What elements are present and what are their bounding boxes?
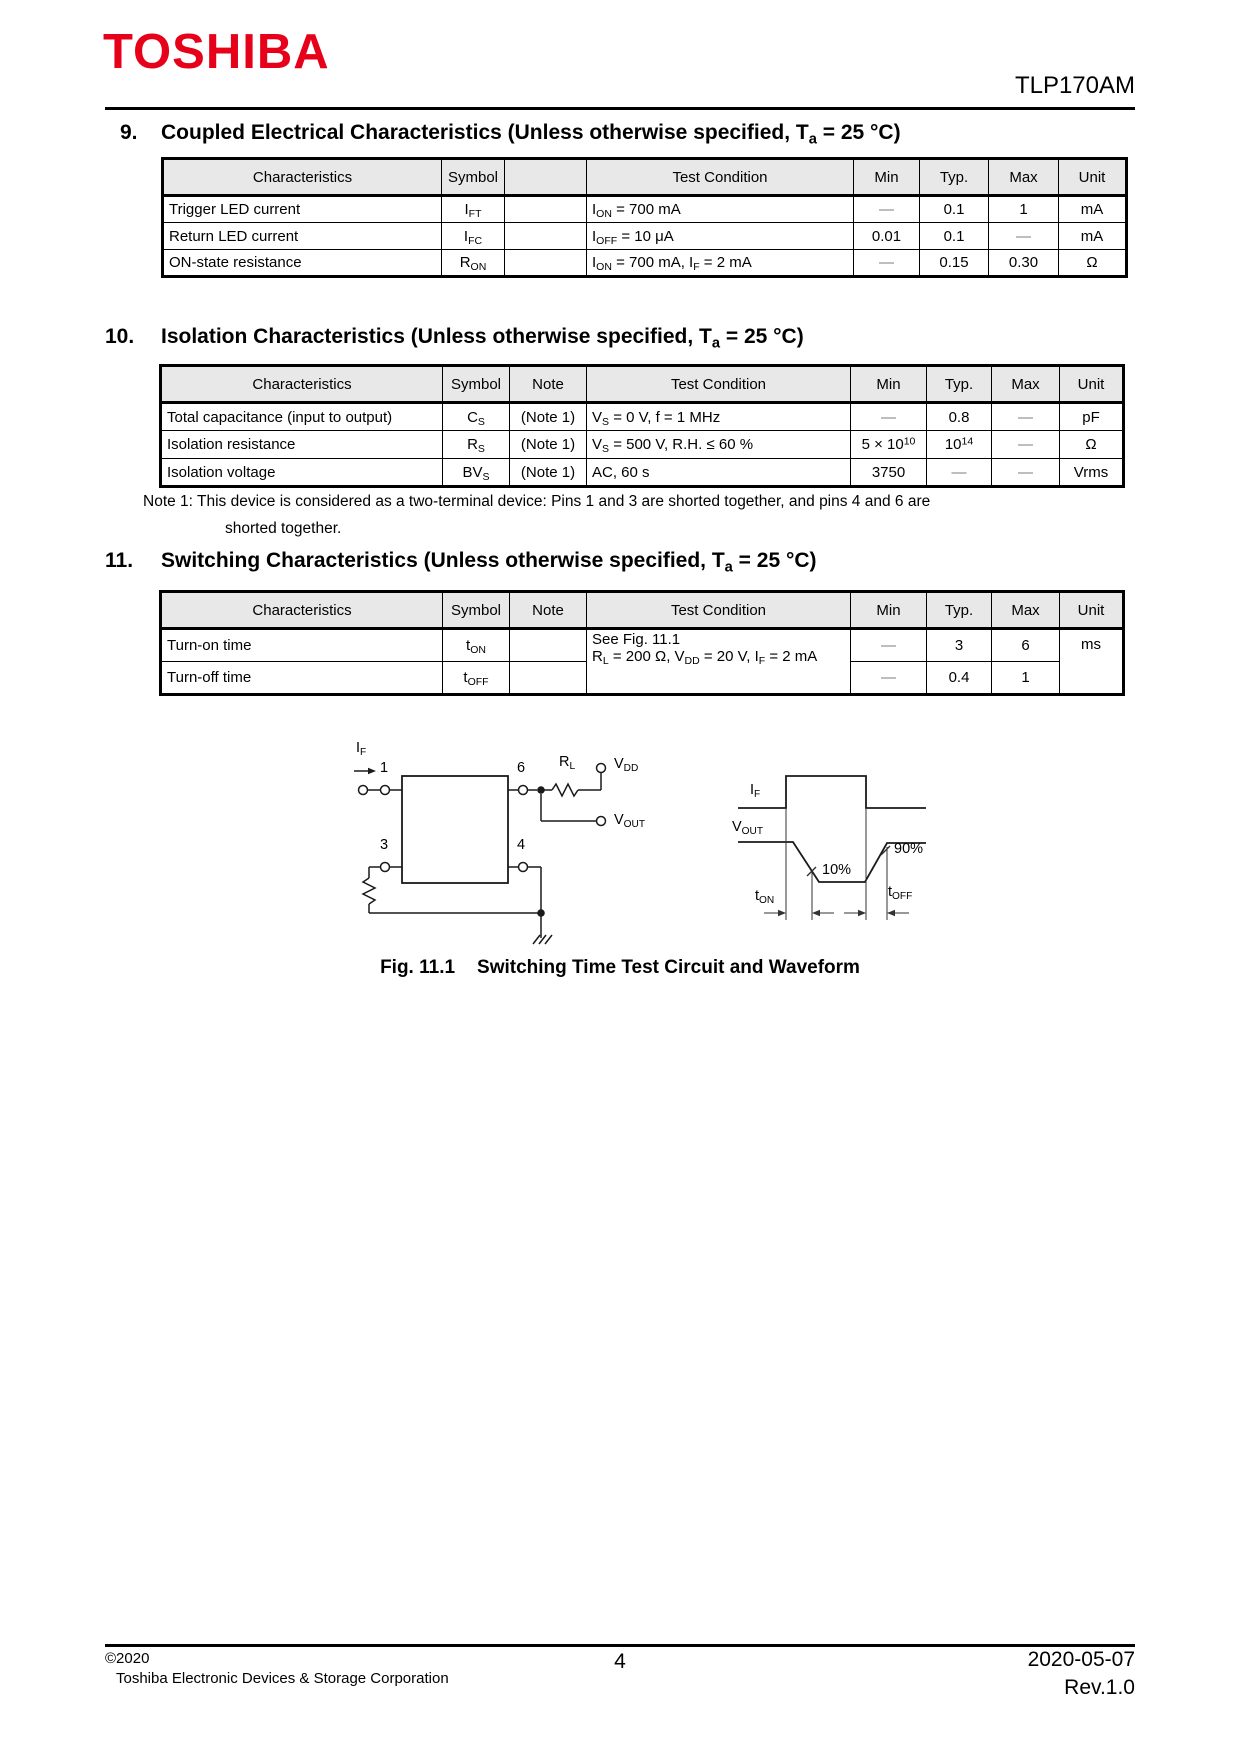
column-header: Unit [1060,366,1124,403]
table-cell [587,629,851,695]
vdd-label: $V_{DD}$ [614,756,639,775]
table-cell: Vrms [1060,459,1124,487]
section-10-heading [105,325,804,352]
table-cell: $I_{OFF} = 10$ μA [587,223,854,250]
table-cell: $I_{FT}$ [442,196,505,223]
test-condition-line: See Fig. 11.1 [592,631,681,648]
table-cell: $V_S = 0$ V, f = 1 MHz [587,403,851,431]
table-cell: 1 [992,662,1060,695]
table-cell: Turn-off time [161,662,443,695]
table-cell: 0.4 [927,662,992,695]
revision: Rev.1.0 [1064,1676,1135,1699]
table-cell: $I_{ON} = 700$ mA [587,196,854,223]
table-cell: $V_S = 500$ V, R.H. ≤ 60 % [587,431,851,459]
table-cell [505,250,587,277]
table-cell: ms [1060,629,1124,695]
section-11-heading [105,549,817,576]
table-row [161,403,1124,431]
waveform-vout-label: $V_{OUT}$ [732,819,764,838]
note-1-line-2: shorted together. [225,520,342,537]
pin-3-label: 3 [380,837,389,853]
vout-label: $V_{OUT}$ [614,812,646,831]
switching-characteristics-table [159,590,1125,696]
table-cell: Return LED current [163,223,442,250]
table-row [163,196,1127,223]
table-cell: $R_{ON}$ [442,250,505,277]
column-header: Unit [1059,159,1127,196]
table-cell: — [992,403,1060,431]
table-cell [505,196,587,223]
column-header: Characteristics [161,366,443,403]
section-title: Coupled Electrical Characteristics (Unless otherwise specified, $T_a = 25$ °C) [161,121,901,148]
document-date: 2020-05-07 [1027,1648,1135,1671]
table-cell: (Note 1) [510,459,587,487]
table-cell: Isolation voltage [161,459,443,487]
isolation-characteristics-table [159,364,1125,488]
table-cell: — [851,403,927,431]
table-cell: Ω [1059,250,1127,277]
footer-rule [105,1644,1135,1647]
table-cell: 6 [992,629,1060,662]
column-header: Characteristics [161,592,443,629]
table-cell: Ω [1060,431,1124,459]
table-cell [505,223,587,250]
table-cell: Trigger LED current [163,196,442,223]
table-cell: 0.8 [927,403,992,431]
table-cell: $t_{OFF}$ [443,662,510,695]
copyright: ©2020 [105,1650,150,1667]
column-header: Symbol [443,366,510,403]
figure-caption-label: Fig. 11.1 [380,957,456,978]
table-row [161,431,1124,459]
table-cell: 1 [989,196,1059,223]
if-current-label: $I_F$ [356,740,367,759]
table-cell: — [927,459,992,487]
table-cell: $5 \times 10^{10}$ [851,431,927,459]
table-row [161,459,1124,487]
ninety-percent-label: 90% [894,841,924,857]
column-header: Typ. [927,592,992,629]
table-cell: mA [1059,196,1127,223]
section-number: 10. [105,325,135,348]
table-row [163,223,1127,250]
table-header-row [161,366,1124,403]
column-header: Test Condition [587,592,851,629]
table-cell: AC, 60 s [587,459,851,487]
table-cell: $R_S$ [443,431,510,459]
table-cell: — [851,629,927,662]
table-row [163,250,1127,277]
table-cell: ON-state resistance [163,250,442,277]
table-cell: — [992,459,1060,487]
table-cell: pF [1060,403,1124,431]
toff-label: $t_{OFF}$ [888,884,913,903]
pin-1-label: 1 [380,760,389,776]
section-title: Switching Characteristics (Unless otherwise specified, $T_a = 25$ °C) [161,549,817,576]
waveform-if-label: $I_F$ [750,782,761,801]
table-cell: 0.15 [920,250,989,277]
part-number: TLP170AM [1014,72,1135,99]
page-number: 4 [614,1650,626,1673]
table-cell: 0.01 [854,223,920,250]
table-cell [510,629,587,662]
column-header: Test Condition [587,366,851,403]
column-header: Min [851,592,927,629]
table-cell: (Note 1) [510,431,587,459]
table-cell: $I_{ON} = 700$ mA, $I_F = 2$ mA [587,250,854,277]
column-header: Max [992,592,1060,629]
table-cell: 3750 [851,459,927,487]
table-cell: Total capacitance (input to output) [161,403,443,431]
table-header-row [161,592,1124,629]
table-cell: — [854,196,920,223]
section-number: 9. [120,121,138,144]
column-header: Test Condition [587,159,854,196]
column-header: Min [851,366,927,403]
column-header [505,159,587,196]
table-header-row [163,159,1127,196]
column-header: Max [989,159,1059,196]
column-header: Note [510,592,587,629]
table-cell: $10^{14}$ [927,431,992,459]
table-cell: Isolation resistance [161,431,443,459]
table-cell: — [854,250,920,277]
note-1-line-1: Note 1: This device is considered as a two-terminal device: Pins 1 and 3 are shorted together, and pins 4 and 6 are [143,493,931,510]
table-cell: 0.30 [989,250,1059,277]
column-header: Typ. [927,366,992,403]
ten-percent-label: 10% [822,862,852,878]
column-header: Min [854,159,920,196]
section-number: 11. [105,549,134,572]
section-title: Isolation Characteristics (Unless otherwise specified, $T_a = 25$ °C) [161,325,804,352]
table-row [161,629,1124,662]
table-cell: — [851,662,927,695]
section-9-heading [105,121,901,148]
pin-4-label: 4 [517,837,526,853]
company-name: Toshiba Electronic Devices & Storage Corporation [116,1670,449,1687]
table-cell: — [992,431,1060,459]
column-header: Symbol [442,159,505,196]
rl-resistor-label: $R_L$ [559,754,576,773]
switching-test-figure [318,690,958,970]
table-cell: (Note 1) [510,403,587,431]
table-cell: 0.1 [920,223,989,250]
header-rule [105,107,1135,110]
table-cell: $BV_S$ [443,459,510,487]
pin-6-label: 6 [517,760,526,776]
table-cell: 3 [927,629,992,662]
table-cell: — [989,223,1059,250]
column-header: Characteristics [163,159,442,196]
table-cell: $I_{FC}$ [442,223,505,250]
table-cell: $t_{ON}$ [443,629,510,662]
table-cell: $C_S$ [443,403,510,431]
ton-label: $t_{ON}$ [755,888,775,907]
figure-caption-text: Switching Time Test Circuit and Waveform [477,957,860,978]
column-header: Symbol [443,592,510,629]
figure-caption [105,957,1135,979]
table-cell: Turn-on time [161,629,443,662]
test-condition-line: $R_L = 200$ Ω, $V_{DD} = 20$ V, $I_F = 2$ mA [592,648,818,668]
table-cell: 0.1 [920,196,989,223]
table-cell: mA [1059,223,1127,250]
column-header: Note [510,366,587,403]
coupled-characteristics-table [161,157,1128,278]
column-header: Typ. [920,159,989,196]
column-header: Max [992,366,1060,403]
column-header: Unit [1060,592,1124,629]
toshiba-logo: TOSHIBA [103,25,330,79]
